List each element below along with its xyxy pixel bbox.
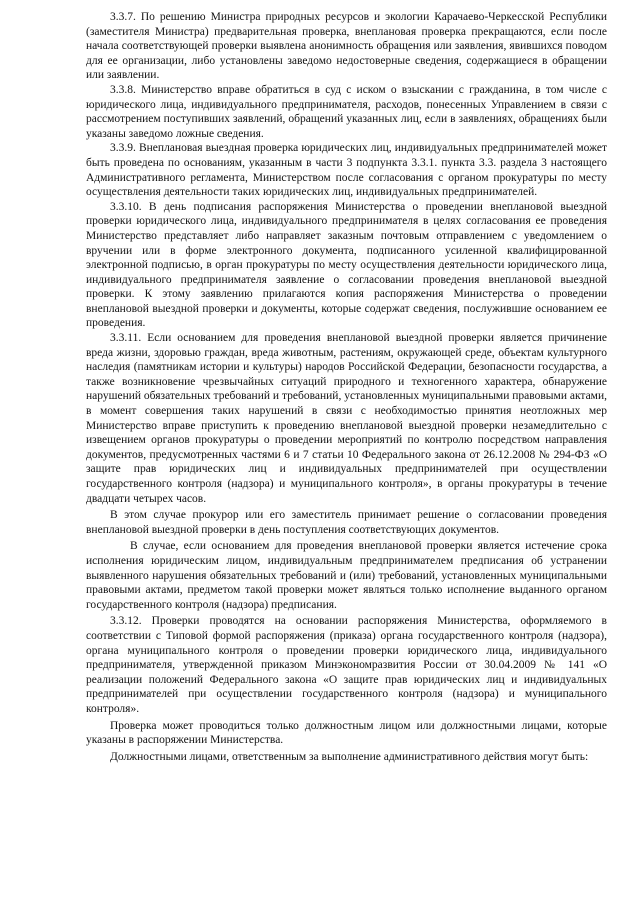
paragraph-responsible-officials: Должностными лицами, ответственным за выполнение административного действия могут быть: xyxy=(110,750,589,763)
paragraph-order-expiry-case: В случае, если основанием для проведения внеплановой проверки является истечение срока исполнения юридическим лицом, индивидуальным предпринимателем предписания об устранении выявленного нарушения обязательных требований и (или) требований, установленных муниципальными правовыми актами, предметом такой проверки может являться только исполнение выданного органом государственного контроля (надзора) предписания. xyxy=(86,540,607,611)
paragraph-3-3-11: 3.3.11. Если основанием для проведения внеплановой выездной проверки является причинение вреда жизни, здоровью граждан, вреда животным, растениям, окружающей среде, объектам культурного наследия (памятникам истории и культуры) народов Российской Федерации, безопасности государства, а также возникновение чрезвычайных ситуаций природного и техногенного характера, обнаружение нарушений обязательных требований и требований, установленных муниципальными правовыми актами, в момент совершения таких нарушений в связи с необходимостью принятия неотложных мер Министерство вправе приступить к проведению внеплановой выездной проверки незамедлительно с извещением органов прокуратуры о проведении мероприятий по контролю посредством направления документов, предусмотренных частями 6 и 7 статьи 10 Федерального закона от 26.12.2008 № 294-ФЗ «О защите прав юридических лиц и индивидуальных предпринимателей при осуществлении государственного контроля (надзора) и муниципального контроля», в органы прокуратуры в течение двадцати четырех часов. xyxy=(86,332,607,505)
paragraph-3-3-12: 3.3.12. Проверки проводятся на основании распоряжения Министерства, оформляемого в соответствии с Типовой формой распоряжения (приказа) органа государственного контроля (надзора), органа муниципального контроля о проведении проверки юридического лица, индивидуального предпринимателя, утвержденной приказом Минэкономразвития России от 30.04.2009 № 141 «О реализации положений Федерального закона «О защите прав юридических лиц и индивидуальных предпринимателей при осуществлении государственного контроля (надзора) и муниципального контроля». xyxy=(86,615,607,715)
paragraph-prosecutor-approval: В этом случае прокурор или его заместитель принимает решение о согласовании проведения внеплановой выездной проверки в день поступления соответствующих документов. xyxy=(86,509,607,536)
document-page xyxy=(86,10,607,764)
paragraph-3-3-10: 3.3.10. В день подписания распоряжения Министерства о проведении внеплановой выездной проверки юридического лица, индивидуального предпринимателя в целях согласования ее проведения Министерство представляет либо направляет заказным почтовым отправлением с уведомлением о вручении или в форме электронного документа, подписанного усиленной квалифицированной электронной подписью, в орган прокуратуры по месту осуществления деятельности юридического лица, индивидуального предпринимателя заявление о согласовании проведения внеплановой выездной проверки. К этому заявлению прилагаются копия распоряжения Министерства о проведении внеплановой выездной проверки и документы, которые содержат сведения, послужившие основанием ее проведения. xyxy=(86,200,607,330)
paragraph-3-3-7: 3.3.7. По решению Министра природных ресурсов и экологии Карачаево-Черкесской Республики (заместителя Министра) предварительная проверка, внеплановая проверка прекращаются, если после начала соответствующей проверки выявлена анонимность обращения или заявления, явившихся поводом для ее организации, либо установлены заведомо недостоверные сведения, содержащиеся в обращении или заявлении. xyxy=(86,11,607,82)
paragraph-3-3-9: 3.3.9. Внеплановая выездная проверка юридических лиц, индивидуальных предпринимателей может быть проведена по основаниям, указанным в части 3 подпункта 3.3.1. пункта 3.3. раздела 3 настоящего Административного регламента, Министерством после согласования с органом прокуратуры по месту осуществления деятельности таких юридических лиц, индивидуальных предпринимателей. xyxy=(86,142,607,199)
paragraph-inspection-officials: Проверка может проводиться только должностным лицом или должностными лицами, которые указаны в распоряжении Министерства. xyxy=(86,719,607,747)
paragraph-3-3-8: 3.3.8. Министерство вправе обратиться в суд с иском о взыскании с гражданина, в том числе с юридического лица, индивидуального предпринимателя, расходов, понесенных Управлением в связи с рассмотрением поступивших заявлений, обращений указанных лиц, если в заявлениях, обращениях были указаны заведомо ложные сведения. xyxy=(86,83,607,140)
